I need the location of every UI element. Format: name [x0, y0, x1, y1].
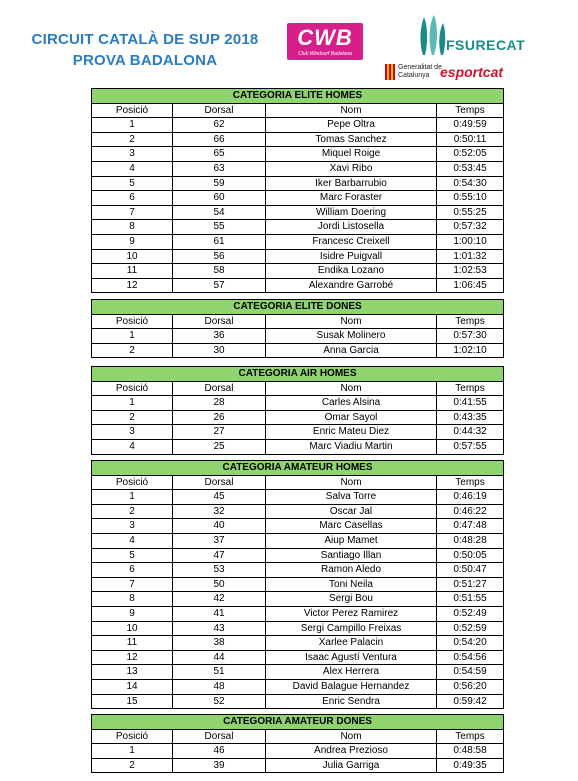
name-cell: Julia Garriga: [266, 758, 437, 773]
position-cell: 11: [92, 264, 173, 279]
name-cell: Francesc Creixell: [266, 234, 437, 249]
name-cell: Oscar Jal: [266, 504, 437, 519]
fsurecat-logo-text: FSURECAT: [446, 37, 526, 53]
bib-cell: 56: [173, 249, 266, 264]
column-header: Dorsal: [173, 103, 266, 118]
table-row: [92, 118, 504, 133]
category-title: CATEGORIA ELITE DONES: [92, 300, 504, 315]
bib-cell: 54: [173, 205, 266, 220]
category-table: [91, 299, 504, 358]
time-cell: 0:50:47: [437, 563, 504, 578]
name-cell: Sergi Campillo Freixas: [266, 621, 437, 636]
category-title: CATEGORIA AMATEUR DONES: [92, 715, 504, 730]
table-row: [92, 563, 504, 578]
event-title: CIRCUIT CATALÀ DE SUP 2018: [31, 31, 259, 48]
time-cell: 1:02:10: [437, 343, 504, 358]
category-table: [91, 714, 504, 773]
position-cell: 9: [92, 606, 173, 621]
column-header-row: [92, 314, 504, 329]
bib-cell: 55: [173, 220, 266, 235]
fsurecat-logo: [418, 15, 526, 57]
bib-cell: 27: [173, 425, 266, 440]
position-cell: 12: [92, 278, 173, 293]
column-header: Dorsal: [173, 381, 266, 396]
bib-cell: 36: [173, 329, 266, 344]
name-cell: Ramon Aledo: [266, 563, 437, 578]
name-cell: Alexandre Garrobé: [266, 278, 437, 293]
generalitat-logo-text: Generalitat de Catalunya: [398, 64, 442, 79]
time-cell: 0:57:55: [437, 439, 504, 454]
category-title: CATEGORIA ELITE HOMES: [92, 89, 504, 104]
name-cell: Endika Lozano: [266, 264, 437, 279]
name-cell: Anna Garcia: [266, 343, 437, 358]
position-cell: 14: [92, 679, 173, 694]
position-cell: 12: [92, 650, 173, 665]
bib-cell: 38: [173, 636, 266, 651]
time-cell: 0:46:19: [437, 490, 504, 505]
table-row: [92, 161, 504, 176]
cwb-logo: [287, 23, 363, 60]
position-cell: 2: [92, 758, 173, 773]
position-cell: 15: [92, 694, 173, 709]
table-row: [92, 343, 504, 358]
name-cell: Sergi Bou: [266, 592, 437, 607]
event-subtitle: PROVA BADALONA: [72, 52, 218, 69]
name-cell: Marc Casellas: [266, 519, 437, 534]
time-cell: 0:52:59: [437, 621, 504, 636]
name-cell: Xavi Ribo: [266, 161, 437, 176]
time-cell: 1:00:10: [437, 234, 504, 249]
cwb-logo-subtext: Club Windsurf Badalona: [298, 51, 352, 57]
position-cell: 4: [92, 533, 173, 548]
table-row: [92, 504, 504, 519]
column-header: Posició: [92, 729, 173, 744]
table-row: [92, 679, 504, 694]
name-cell: Carles Alsina: [266, 396, 437, 411]
name-cell: Andrea Prezioso: [266, 744, 437, 759]
time-cell: 0:54:59: [437, 665, 504, 680]
column-header-row: [92, 729, 504, 744]
bib-cell: 39: [173, 758, 266, 773]
bib-cell: 37: [173, 533, 266, 548]
column-header-row: [92, 103, 504, 118]
position-cell: 7: [92, 205, 173, 220]
bib-cell: 30: [173, 343, 266, 358]
category-title: CATEGORIA AMATEUR HOMES: [92, 461, 504, 476]
bib-cell: 45: [173, 490, 266, 505]
time-cell: 0:43:35: [437, 410, 504, 425]
name-cell: Salva Torre: [266, 490, 437, 505]
time-cell: 0:55:10: [437, 191, 504, 206]
category-header-row: [92, 461, 504, 476]
position-cell: 1: [92, 396, 173, 411]
position-cell: 1: [92, 118, 173, 133]
bib-cell: 51: [173, 665, 266, 680]
category-table: [91, 366, 504, 455]
bib-cell: 40: [173, 519, 266, 534]
table-row: [92, 519, 504, 534]
name-cell: Iker Barbarrubio: [266, 176, 437, 191]
table-row: [92, 396, 504, 411]
table-row: [92, 665, 504, 680]
name-cell: Omar Sayol: [266, 410, 437, 425]
surfboards-icon: [418, 15, 448, 57]
time-cell: 0:50:05: [437, 548, 504, 563]
position-cell: 3: [92, 425, 173, 440]
time-cell: 0:53:45: [437, 161, 504, 176]
position-cell: 3: [92, 147, 173, 162]
table-row: [92, 636, 504, 651]
position-cell: 5: [92, 176, 173, 191]
position-cell: 2: [92, 132, 173, 147]
table-row: [92, 490, 504, 505]
column-header: Nom: [266, 314, 437, 329]
name-cell: Miquel Roige: [266, 147, 437, 162]
name-cell: Jordi Listosella: [266, 220, 437, 235]
bib-cell: 26: [173, 410, 266, 425]
position-cell: 5: [92, 548, 173, 563]
column-header: Temps: [437, 381, 504, 396]
table-row: [92, 132, 504, 147]
position-cell: 11: [92, 636, 173, 651]
column-header: Dorsal: [173, 729, 266, 744]
position-cell: 10: [92, 621, 173, 636]
time-cell: 0:48:58: [437, 744, 504, 759]
position-cell: 6: [92, 191, 173, 206]
time-cell: 0:48:28: [437, 533, 504, 548]
position-cell: 1: [92, 490, 173, 505]
name-cell: Toni Neila: [266, 577, 437, 592]
position-cell: 2: [92, 410, 173, 425]
time-cell: 0:50:11: [437, 132, 504, 147]
bib-cell: 65: [173, 147, 266, 162]
bib-cell: 50: [173, 577, 266, 592]
column-header: Posició: [92, 381, 173, 396]
name-cell: Victor Perez Ramirez: [266, 606, 437, 621]
time-cell: 0:46:22: [437, 504, 504, 519]
bib-cell: 41: [173, 606, 266, 621]
table-row: [92, 577, 504, 592]
name-cell: Enric Sendra: [266, 694, 437, 709]
column-header: Dorsal: [173, 475, 266, 490]
time-cell: 0:57:30: [437, 329, 504, 344]
position-cell: 8: [92, 220, 173, 235]
bib-cell: 59: [173, 176, 266, 191]
bib-cell: 48: [173, 679, 266, 694]
bib-cell: 44: [173, 650, 266, 665]
senyera-icon: [385, 64, 395, 80]
column-header: Dorsal: [173, 314, 266, 329]
table-row: [92, 758, 504, 773]
name-cell: Pepe Oltra: [266, 118, 437, 133]
bib-cell: 61: [173, 234, 266, 249]
time-cell: 0:49:59: [437, 118, 504, 133]
time-cell: 0:47:48: [437, 519, 504, 534]
position-cell: 6: [92, 563, 173, 578]
cwb-logo-text: CWB: [297, 25, 353, 50]
category-header-row: [92, 89, 504, 104]
name-cell: David Balague Hernandez: [266, 679, 437, 694]
column-header: Nom: [266, 475, 437, 490]
column-header: Temps: [437, 729, 504, 744]
table-row: [92, 606, 504, 621]
bib-cell: 28: [173, 396, 266, 411]
table-row: [92, 548, 504, 563]
column-header: Posició: [92, 103, 173, 118]
bib-cell: 57: [173, 278, 266, 293]
time-cell: 0:54:30: [437, 176, 504, 191]
position-cell: 8: [92, 592, 173, 607]
table-row: [92, 425, 504, 440]
table-row: [92, 234, 504, 249]
bib-cell: 53: [173, 563, 266, 578]
name-cell: Alex Herrera: [266, 665, 437, 680]
bib-cell: 32: [173, 504, 266, 519]
table-row: [92, 621, 504, 636]
column-header-row: [92, 475, 504, 490]
position-cell: 2: [92, 343, 173, 358]
time-cell: 1:06:45: [437, 278, 504, 293]
name-cell: Enric Mateu Diez: [266, 425, 437, 440]
position-cell: 7: [92, 577, 173, 592]
table-row: [92, 439, 504, 454]
position-cell: 3: [92, 519, 173, 534]
name-cell: Isaac Agustí Ventura: [266, 650, 437, 665]
bib-cell: 58: [173, 264, 266, 279]
name-cell: Tomas Sanchez: [266, 132, 437, 147]
bib-cell: 46: [173, 744, 266, 759]
position-cell: 4: [92, 439, 173, 454]
time-cell: 0:41:55: [437, 396, 504, 411]
table-row: [92, 205, 504, 220]
column-header: Nom: [266, 103, 437, 118]
table-row: [92, 410, 504, 425]
time-cell: 0:55:25: [437, 205, 504, 220]
table-row: [92, 191, 504, 206]
time-cell: 0:52:05: [437, 147, 504, 162]
table-row: [92, 329, 504, 344]
column-header: Nom: [266, 729, 437, 744]
table-row: [92, 592, 504, 607]
name-cell: Isidre Puigvall: [266, 249, 437, 264]
bib-cell: 60: [173, 191, 266, 206]
position-cell: 13: [92, 665, 173, 680]
column-header: Temps: [437, 475, 504, 490]
bib-cell: 42: [173, 592, 266, 607]
table-row: [92, 650, 504, 665]
category-table: [91, 88, 504, 293]
name-cell: Aiup Mamet: [266, 533, 437, 548]
document-header: [0, 0, 578, 86]
time-cell: 0:57:32: [437, 220, 504, 235]
position-cell: 2: [92, 504, 173, 519]
time-cell: 0:59:42: [437, 694, 504, 709]
table-row: [92, 249, 504, 264]
category-header-row: [92, 715, 504, 730]
table-row: [92, 744, 504, 759]
category-header-row: [92, 300, 504, 315]
name-cell: Marc Viadiu Martin: [266, 439, 437, 454]
table-row: [92, 176, 504, 191]
bib-cell: 66: [173, 132, 266, 147]
column-header: Posició: [92, 475, 173, 490]
bib-cell: 63: [173, 161, 266, 176]
column-header-row: [92, 381, 504, 396]
name-cell: William Doering: [266, 205, 437, 220]
column-header: Temps: [437, 103, 504, 118]
time-cell: 0:54:56: [437, 650, 504, 665]
table-row: [92, 694, 504, 709]
name-cell: Susak Molinero: [266, 329, 437, 344]
time-cell: 1:02:53: [437, 264, 504, 279]
category-header-row: [92, 367, 504, 382]
table-row: [92, 220, 504, 235]
bib-cell: 47: [173, 548, 266, 563]
column-header: Nom: [266, 381, 437, 396]
table-row: [92, 264, 504, 279]
time-cell: 0:51:27: [437, 577, 504, 592]
category-title: CATEGORIA AIR HOMES: [92, 367, 504, 382]
table-row: [92, 533, 504, 548]
table-row: [92, 147, 504, 162]
position-cell: 9: [92, 234, 173, 249]
bib-cell: 43: [173, 621, 266, 636]
bib-cell: 62: [173, 118, 266, 133]
name-cell: Marc Foraster: [266, 191, 437, 206]
category-table: [91, 460, 504, 709]
bib-cell: 52: [173, 694, 266, 709]
position-cell: 1: [92, 329, 173, 344]
time-cell: 1:01:32: [437, 249, 504, 264]
name-cell: Santiago Illan: [266, 548, 437, 563]
column-header: Posició: [92, 314, 173, 329]
time-cell: 0:54:20: [437, 636, 504, 651]
position-cell: 4: [92, 161, 173, 176]
column-header: Temps: [437, 314, 504, 329]
position-cell: 1: [92, 744, 173, 759]
time-cell: 0:56:20: [437, 679, 504, 694]
position-cell: 10: [92, 249, 173, 264]
esportcat-logo: esportcat: [440, 64, 504, 80]
bib-cell: 25: [173, 439, 266, 454]
time-cell: 0:44:32: [437, 425, 504, 440]
table-row: [92, 278, 504, 293]
time-cell: 0:51:55: [437, 592, 504, 607]
name-cell: Xarlee Palacin: [266, 636, 437, 651]
time-cell: 0:52:49: [437, 606, 504, 621]
time-cell: 0:49:35: [437, 758, 504, 773]
